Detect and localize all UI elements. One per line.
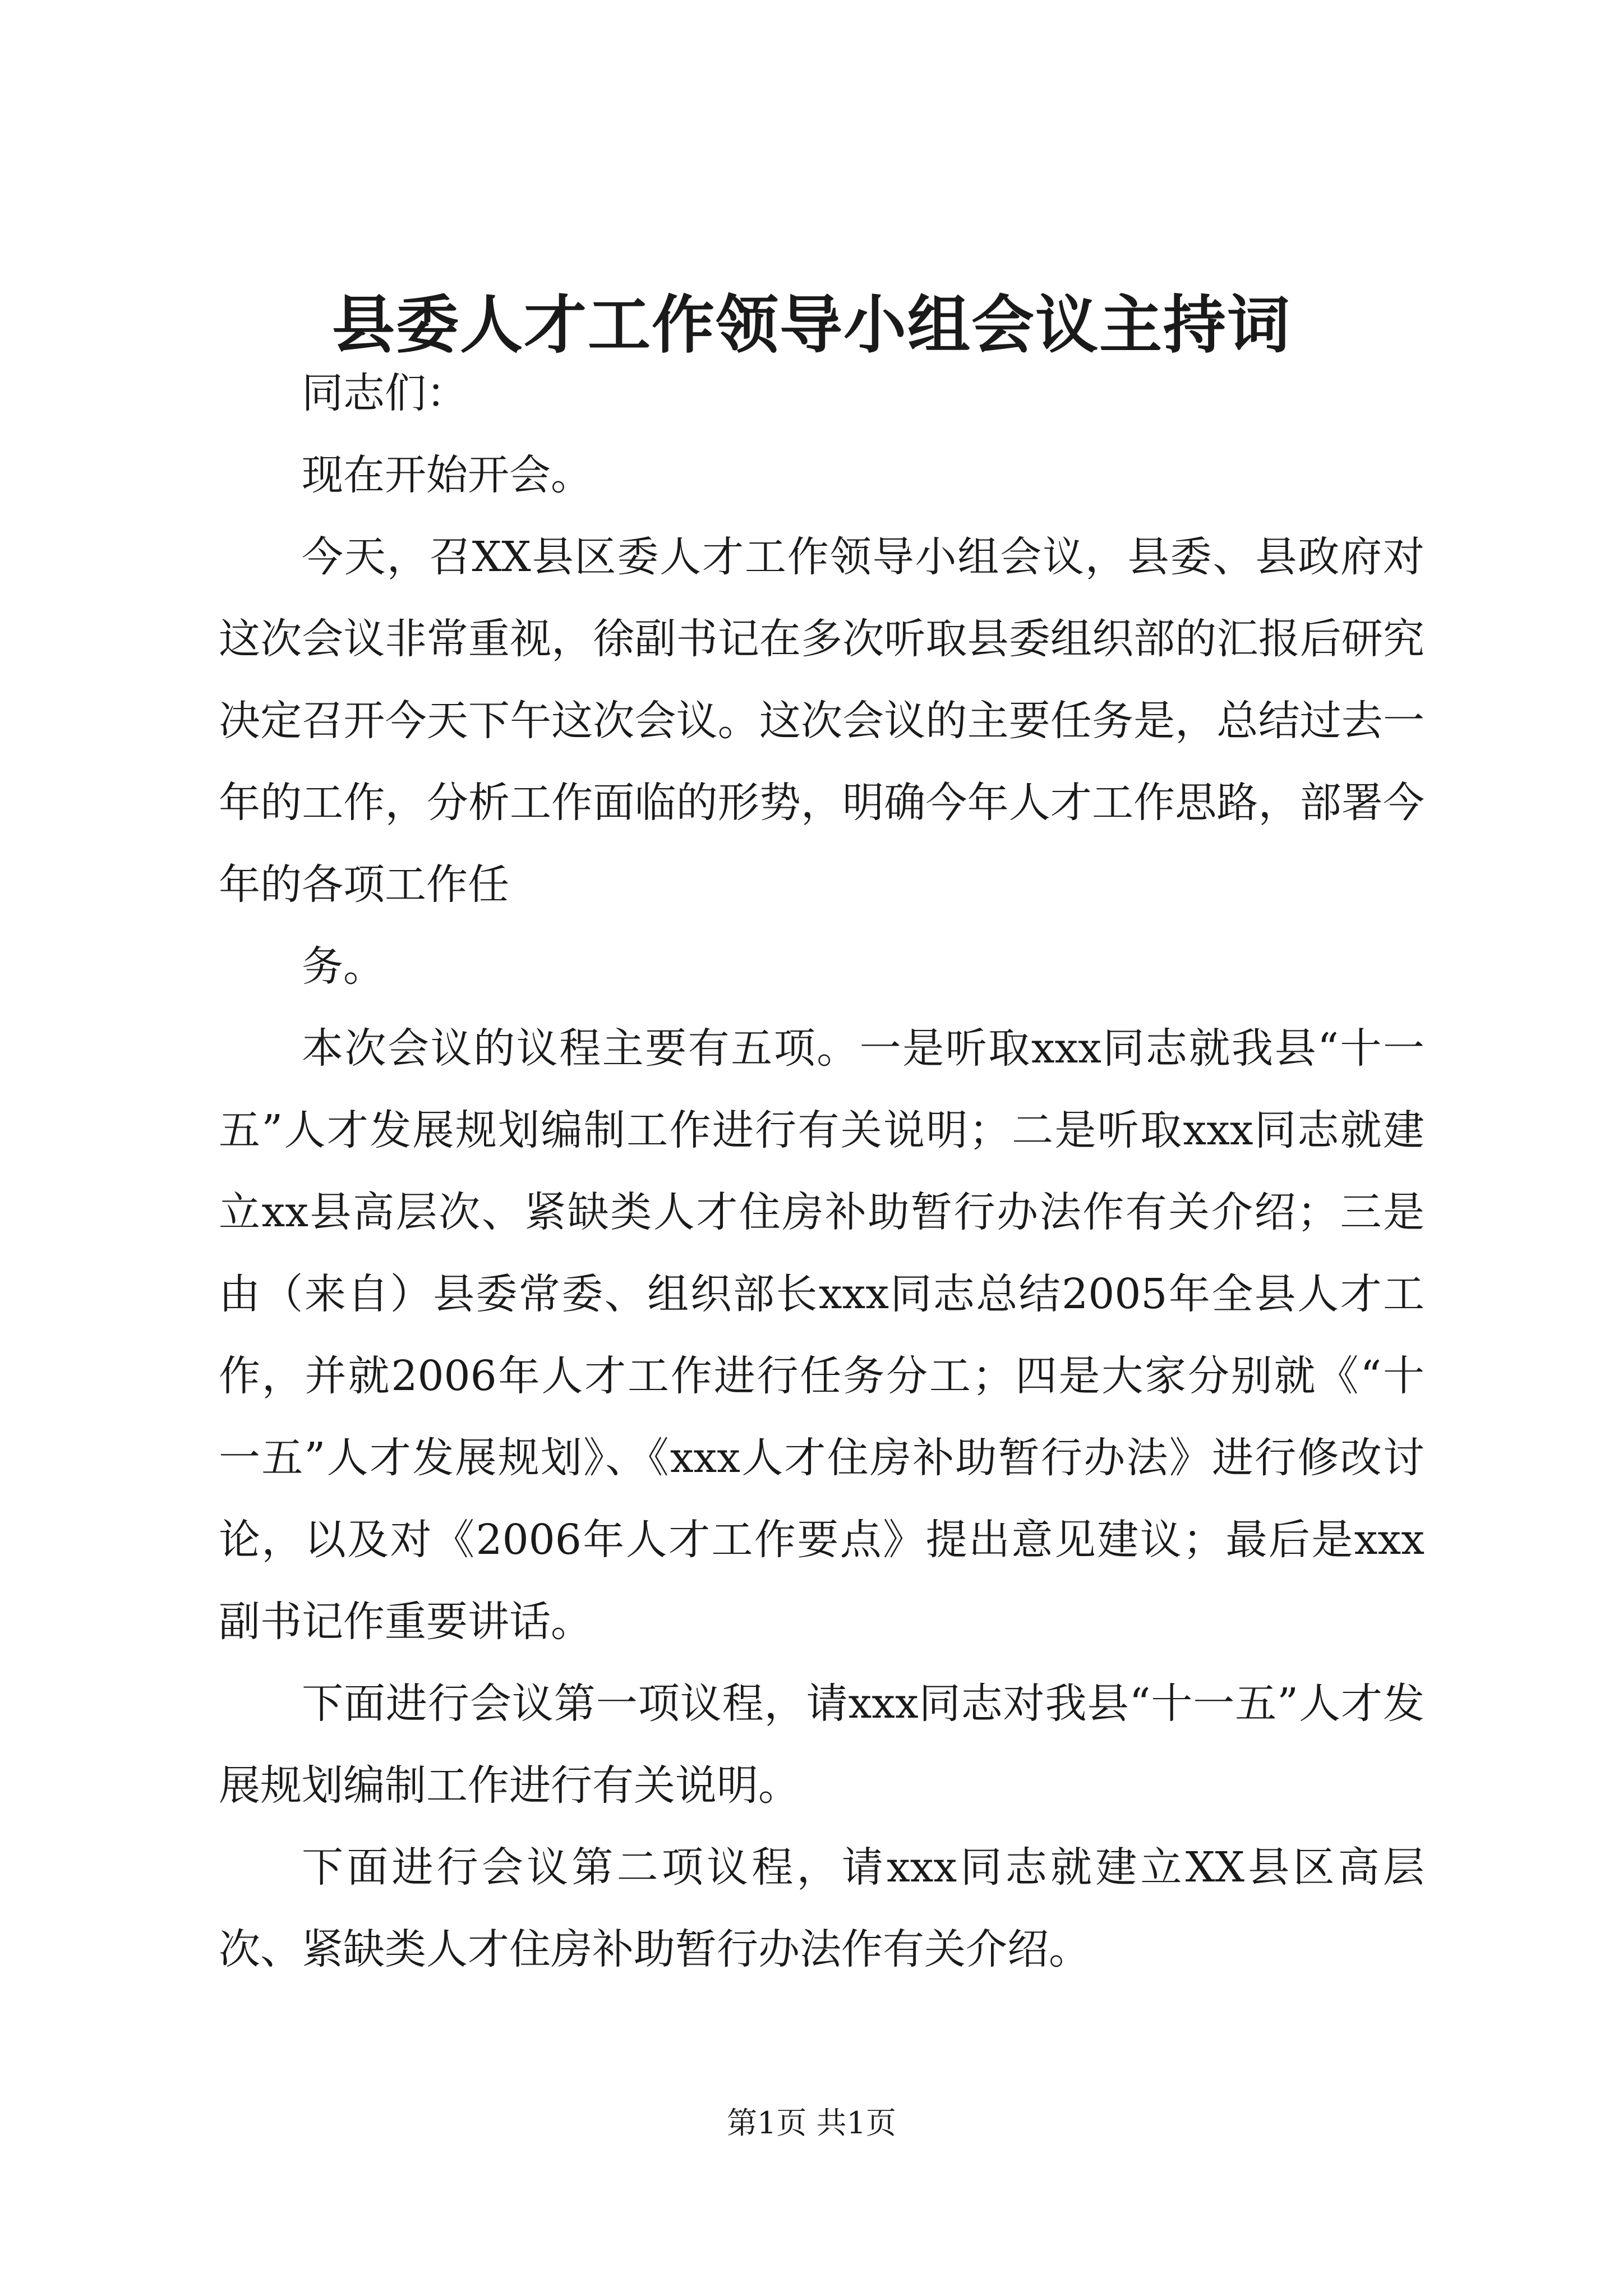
document-body [219,352,1424,1990]
paragraph-opening: 现在开始开会。 [302,451,592,499]
paragraph-agenda-item-2: 下面进行会议第二项议程，请xxx同志就建立XX县区高层次、紧缺类人才住房补助暂行办法作有关介绍。 [219,1843,1424,1973]
paragraph-agenda-item-1: 下面进行会议第一项议程，请xxx同志对我县“十一五”人才发展规划编制工作进行有关说明。 [219,1680,1425,1810]
document-title: 县委人才工作领导小组会议主持词 [332,288,1291,362]
page-footer: 第1页 共1页 [727,2105,896,2141]
paragraph-agenda: 本次会议的议程主要有五项。一是听取xxx同志就我县“十一五”人才发展规划编制工作进行有关说明；二是听取xxx同志就建立xx县高层次、紧缺类人才住房补助暂行办法作有关介绍；三是由（来自）县委常委、组织部长xxx同志总结2005年全县人才工作，并就2006年人才工作进行任务分工；四是大家分别就《“十一五”人才发展规划》、《xxx人才住房补助暂行办法》进行修改讨论，以及对《2006年人才工作要点》提出意见建议；最后是xxx副书记作重要讲话。 [219,1024,1424,1646]
paragraph-salutation: 同志们： [302,369,468,417]
paragraph-purpose: 今天，召XX县区委人才工作领导小组会议，县委、县政府对这次会议非常重视，徐副书记在多次听取县委组织部的汇报后研究决定召开今天下午这次会议。这次会议的主要任务是，总结过去一年的工作，分析工作面临的形势，明确今年人才工作思路，部署今年的各项工作任 [219,533,1424,909]
paragraph-purpose-end: 务。 [302,942,385,991]
